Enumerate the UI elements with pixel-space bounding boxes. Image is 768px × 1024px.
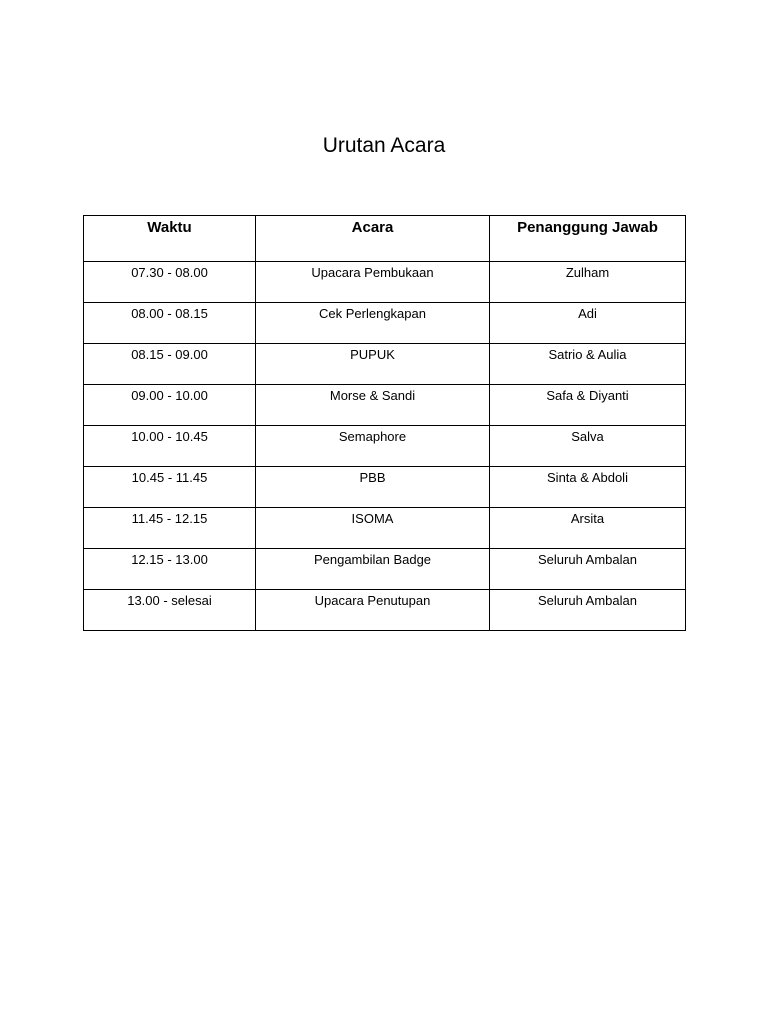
cell-penanggung-jawab: Adi	[490, 303, 686, 344]
page-title: Urutan Acara	[322, 134, 446, 157]
cell-waktu: 07.30 - 08.00	[84, 262, 256, 303]
table-row	[84, 549, 686, 590]
cell-penanggung-jawab: Satrio & Aulia	[490, 344, 686, 385]
cell-acara: Upacara Pembukaan	[256, 262, 490, 303]
cell-acara: PUPUK	[256, 344, 490, 385]
table-row	[84, 508, 686, 549]
schedule-table	[83, 215, 686, 631]
table-row	[84, 426, 686, 467]
cell-waktu: 10.00 - 10.45	[84, 426, 256, 467]
cell-waktu: 10.45 - 11.45	[84, 467, 256, 508]
cell-acara: Cek Perlengkapan	[256, 303, 490, 344]
cell-penanggung-jawab: Seluruh Ambalan	[490, 549, 686, 590]
cell-waktu: 13.00 - selesai	[84, 590, 256, 631]
cell-acara: Morse & Sandi	[256, 385, 490, 426]
cell-penanggung-jawab: Arsita	[490, 508, 686, 549]
cell-acara: PBB	[256, 467, 490, 508]
cell-acara: Upacara Penutupan	[256, 590, 490, 631]
cell-waktu: 09.00 - 10.00	[84, 385, 256, 426]
header-acara: Acara	[256, 216, 490, 262]
table-row	[84, 590, 686, 631]
cell-waktu: 08.15 - 09.00	[84, 344, 256, 385]
cell-waktu: 12.15 - 13.00	[84, 549, 256, 590]
cell-waktu: 11.45 - 12.15	[84, 508, 256, 549]
cell-penanggung-jawab: Zulham	[490, 262, 686, 303]
cell-acara: ISOMA	[256, 508, 490, 549]
table-row	[84, 262, 686, 303]
cell-penanggung-jawab: Sinta & Abdoli	[490, 467, 686, 508]
header-waktu: Waktu	[84, 216, 256, 262]
cell-acara: Semaphore	[256, 426, 490, 467]
cell-penanggung-jawab: Salva	[490, 426, 686, 467]
table-row	[84, 467, 686, 508]
table-header-row	[84, 216, 686, 262]
cell-waktu: 08.00 - 08.15	[84, 303, 256, 344]
table-row	[84, 303, 686, 344]
table-row	[84, 385, 686, 426]
table-row	[84, 344, 686, 385]
cell-penanggung-jawab: Safa & Diyanti	[490, 385, 686, 426]
cell-penanggung-jawab: Seluruh Ambalan	[490, 590, 686, 631]
cell-acara: Pengambilan Badge	[256, 549, 490, 590]
header-penanggung-jawab: Penanggung Jawab	[490, 216, 686, 262]
